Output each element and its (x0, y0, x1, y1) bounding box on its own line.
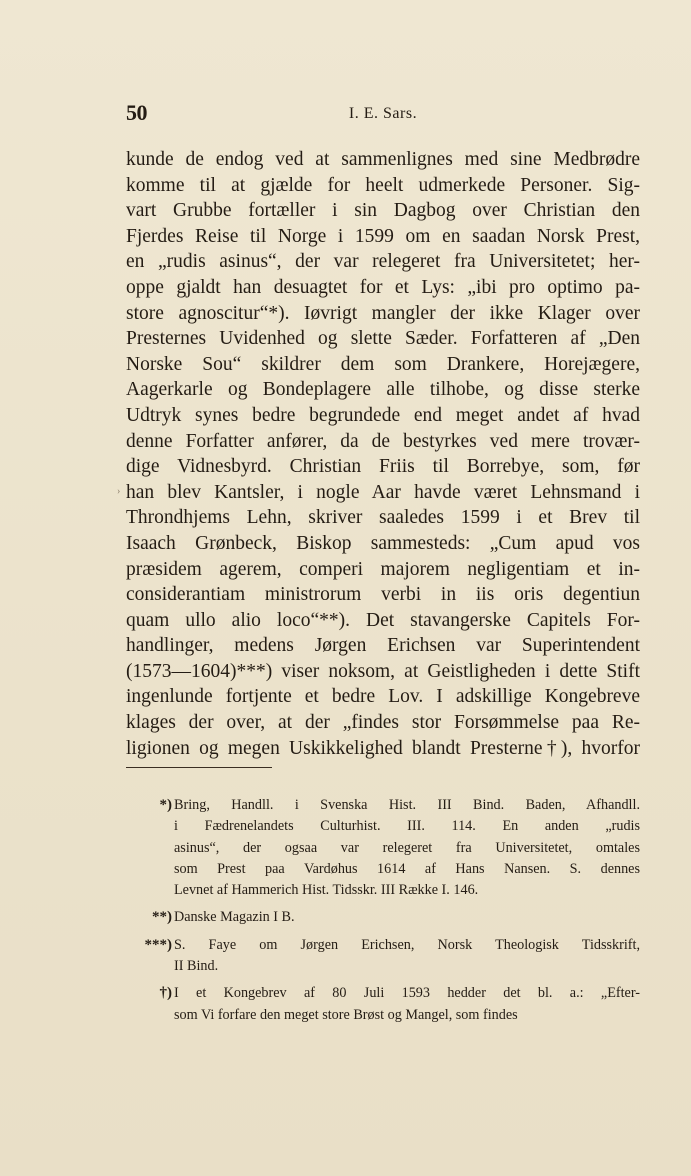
footnote-line: asinus“, der ogsaa var relegeret fra Universitetet, omtales (174, 839, 640, 856)
text-line: vart Grubbe fortæller i sin Dagbog over Christian den (126, 200, 640, 222)
text-line: Norske Sou“ skildrer dem som Drankere, Horejægere, (126, 353, 640, 375)
text-line: kunde de endog ved at sammenlignes med sine Medbrødre (126, 149, 640, 170)
text-line: Throndhjems Lehn, skriver saaledes 1599 i et Brev til (126, 507, 640, 529)
margin-mark: › (117, 486, 121, 497)
text-line: Presternes Uvidenhed og slette Sæder. Forfatteren af „Den (126, 328, 640, 350)
text-line: Fjerdes Reise til Norge i 1599 om en saadan Norsk Prest, (126, 225, 640, 247)
footnote-line: som Vi forfare den meget store Brøst og Mangel, som findes (174, 1006, 518, 1023)
footnote-line: Bring, Handll. i Svenska Hist. III Bind. Baden, Afhandll. (174, 797, 640, 813)
page-header (126, 100, 640, 130)
footnote-mark: †) (159, 985, 172, 1002)
footnote-mark: ***) (144, 936, 172, 953)
text-line: præsidem agerem, comperi majorem negligentiam et in- (126, 558, 640, 580)
text-line: quam ullo alio loco“**). Det stavangerske Capitels For- (126, 609, 640, 631)
footnote-line: S. Faye om Jørgen Erichsen, Norsk Theologisk Tidsskrift, (174, 936, 640, 953)
text-line: store agnoscitur“*). Iøvrigt mangler der ikke Klager over (126, 302, 640, 324)
footnote-line: i Fædrenelandets Culturhist. III. 114. En anden „rudis (174, 818, 640, 835)
text-line: klages der over, at der „findes stor Forsømmelse paa Re- (126, 712, 640, 734)
text-line: denne Forfatter anfører, da de bestyrkes ved mere trovær- (126, 430, 640, 452)
text-line: (1573—1604)***) viser noksom, at Geistligheden i dette Stift (126, 660, 640, 682)
main-text (126, 147, 640, 761)
running-head: I. E. Sars. (348, 105, 418, 122)
text-line: ligionen og megen Uskikkelighed blandt Presterne†), hvorfor (126, 737, 640, 759)
footnote-rule (126, 767, 272, 768)
footnotes (134, 795, 640, 1032)
text-line: ingenlunde fortjente et bedre Lov. I adskillige Kongebreve (126, 686, 640, 708)
footnote-line: I et Kongebrev af 80 Juli 1593 hedder det bl. a.: „Efter- (174, 985, 640, 1002)
footnote-line: Danske Magazin I B. (174, 909, 295, 926)
text-line: considerantiam ministrorum verbi in iis oris degentiun (126, 584, 640, 606)
text-line: en „rudis asinus“, der var relegeret fra Universitetet; her- (126, 251, 640, 273)
footnote-line: Levnet af Hammerich Hist. Tidsskr. III Række I. 146. (174, 882, 479, 899)
footnote-line: som Prest paa Vardøhus 1614 af Hans Nansen. S. dennes (174, 860, 640, 877)
footnote-mark: **) (152, 909, 172, 926)
text-line: Aagerkarle og Bondeplagere alle tilhobe, og disse sterke (126, 379, 640, 401)
footnote (134, 795, 640, 901)
footnote (134, 983, 640, 1026)
text-line: han blev Kantsler, i nogle Aar havde været Lehnsmand i (126, 481, 640, 503)
text-line: komme til at gjælde for heelt udmerkede Personer. Sig- (126, 174, 640, 196)
page-number: 50 (126, 100, 147, 125)
footnote-line: II Bind. (174, 958, 219, 975)
footnote (134, 935, 640, 978)
footnote (134, 907, 640, 928)
footnote-mark: *) (159, 797, 172, 813)
text-line: oppe gjaldt han desuagtet for et Lys: „ibi pro optimo pa- (126, 276, 640, 298)
text-line: Udtryk synes bedre begrundede end meget andet af hvad (126, 404, 640, 426)
text-line: Isaach Grønbeck, Biskop sammesteds: „Cum apud vos (126, 532, 640, 554)
text-line: handlinger, medens Jørgen Erichsen var Superintendent (126, 635, 640, 657)
text-line: dige Vidnesbyrd. Christian Friis til Borrebye, som, før (126, 456, 640, 478)
